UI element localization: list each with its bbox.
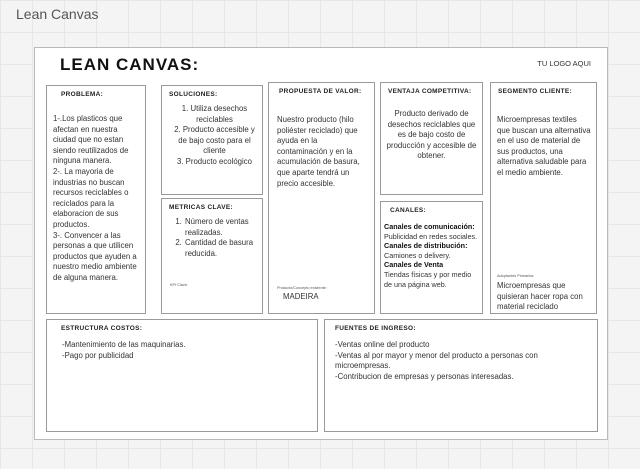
ingresos-box[interactable] [324,319,598,432]
segmento-heading: SEGMENTO CLIENTE: [498,88,572,95]
soluciones-box[interactable] [161,85,263,195]
canales-box[interactable] [380,201,483,314]
ingreso-item: -Ventas online del producto [335,340,430,349]
logo-placeholder[interactable]: TU LOGO AQUI [537,59,591,68]
early-adopters-note: Adoptantes Primarios: [497,274,535,278]
lean-canvas-sheet [34,47,608,440]
ingreso-item: -Contribucion de empresas y personas interesadas. [335,371,514,381]
soluciones-item: 1. Utiliza desechos reciclables [170,104,258,125]
canal-comunicacion-title: Canales de comunicación: [384,222,475,231]
problema-item: 3-. Convencer a las personas a que utilicen productos que ayuden a nuestro medio ambiente de alguna manera. [53,230,137,282]
soluciones-item: 3. Producto ecológico [170,157,258,168]
ventaja-heading: VENTAJA COMPETITIVA: [388,88,472,95]
ingresos-heading: FUENTES DE INGRESO: [335,325,416,332]
canal-comunicacion-text: Publicidad en redes sociales. [384,231,478,241]
canal-venta-title: Canales de Venta [384,260,444,270]
canal-distribucion-title: Canales de distribución: [384,241,468,251]
costos-heading: ESTRUCTURA COSTOS: [61,325,143,332]
costo-item: -Mantenimiento de las maquinarias. [62,340,186,349]
problema-item: 2-. La mayoria de industrias no buscan recursos reciclables o reciclados para la elaboracion de sus productos. [53,166,129,229]
early-adopters-text: Microempresas que quisieran hacer ropa con material reciclado [497,281,583,312]
costo-item: -Pago por publicidad [62,350,134,360]
metricas-box[interactable] [161,198,263,314]
kpi-note: KPI Clave: [170,283,188,287]
propuesta-box[interactable] [268,82,375,314]
segmento-text: Microempresas textiles que buscan una alternativa en el uso de material de sus productos, una alternativa saludable para el medio ambiente. [497,115,591,177]
canal-venta-text: Tiendas físicas y por medio de una página web. [384,269,472,289]
metricas-item: 1. Número de ventas realizadas. [184,217,259,238]
propuesta-text: Nuestro producto (hilo poliéster reciclado) que ayuda en la contaminación y en la acumulación de basura, que aparte tendrá un precio accesible. [277,115,360,188]
segmento-box[interactable] [490,82,597,314]
soluciones-heading: SOLUCIONES: [169,91,218,98]
metricas-item: 2. Cantidad de basura reducida. [184,238,259,259]
ventaja-box[interactable] [380,82,483,195]
soluciones-item: 2. Producto accesible y de bajo costo para el cliente [170,125,258,157]
problema-box[interactable] [46,85,146,314]
costos-box[interactable] [46,319,318,432]
propuesta-heading: PROPUESTA DE VALOR: [279,88,362,95]
ingreso-item: -Ventas al por mayor y menor del producto a personas con microempresas. [335,350,538,371]
app-title: Lean Canvas [16,6,99,22]
concept-note: Producto/Concepto existente: [277,286,327,290]
metricas-heading: METRICAS CLAVE: [169,204,233,211]
concept-value: MADEIRA [283,292,319,301]
canvas-title: LEAN CANVAS: [60,55,200,74]
ventaja-text: Producto derivado de desechos reciclables que es de bajo costo de producción y accesible de obtener. [386,109,477,161]
canales-heading: CANALES: [390,207,426,214]
problema-item: 1-.Los plasticos que afectan en nuestra ciudad que no estan siendo reutilizados de ninguna manera. [53,114,129,166]
problema-heading: PROBLEMA: [61,91,104,98]
canal-distribucion-text: Camiones o delivery. [384,250,451,260]
